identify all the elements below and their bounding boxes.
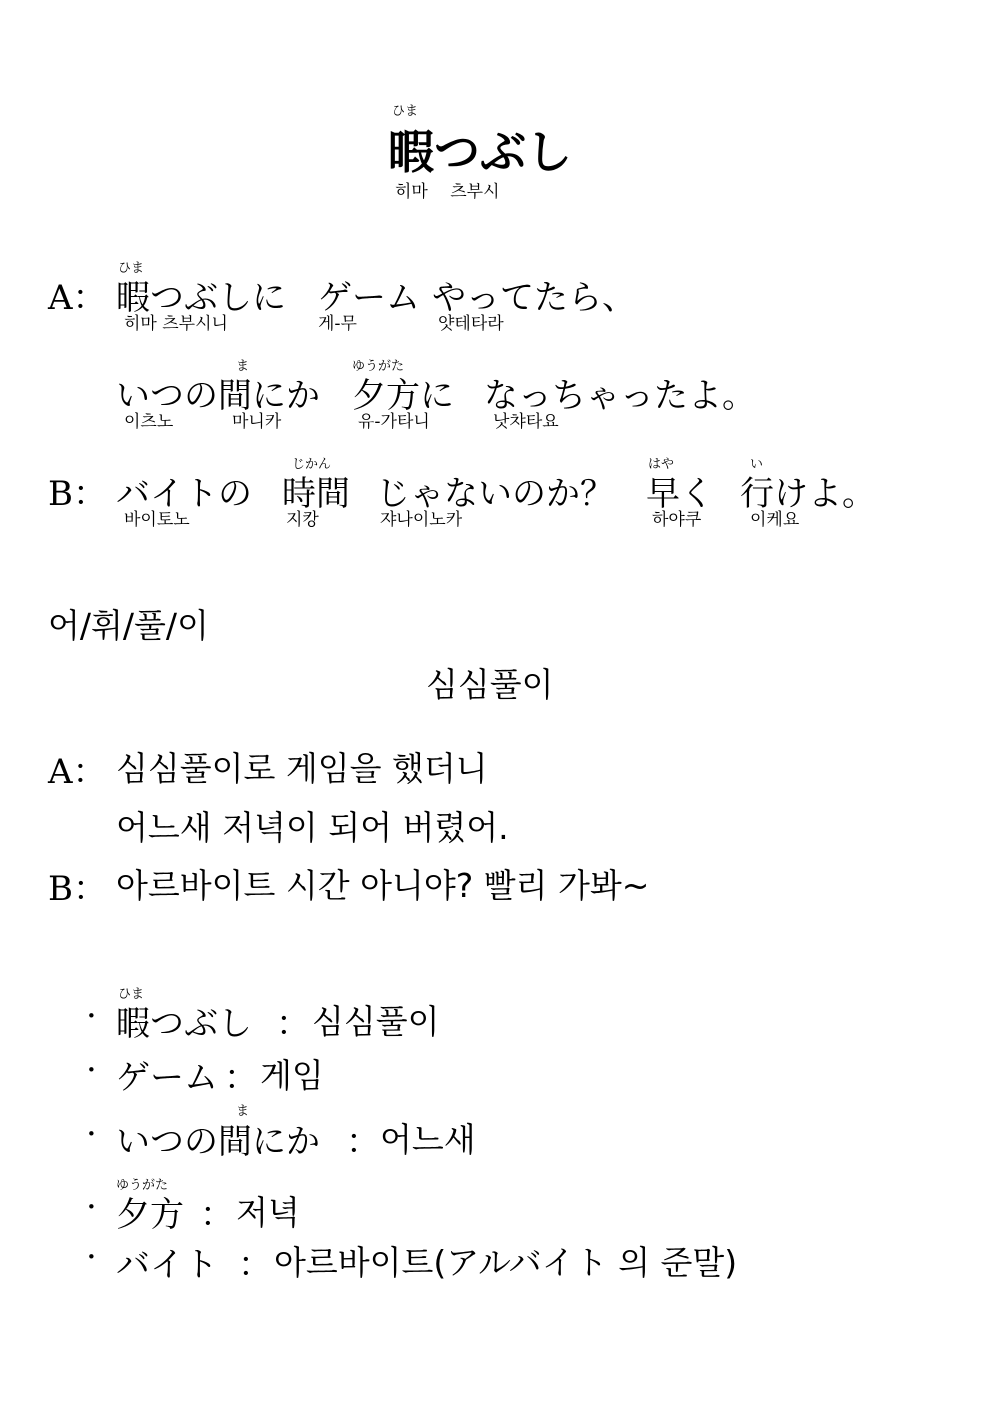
line3-reading5: 이케요: [750, 510, 800, 530]
line3-part3: じゃないのか？: [376, 474, 614, 514]
line3-part4: 早く: [646, 474, 714, 514]
vocab-ruby-1: ひま: [118, 987, 145, 1002]
vocab-ko-3: 어느새: [380, 1120, 476, 1159]
line1-reading3: 얏테타라: [438, 314, 504, 334]
vocab-sep: ：: [346, 1122, 380, 1162]
line2-reading2: 마니카: [232, 412, 282, 432]
vocab-bullet: ·: [86, 1237, 97, 1277]
line3-part5: 行けよ。: [740, 474, 876, 514]
page-title: 暇つぶし: [388, 125, 572, 179]
speaker-b: B：: [48, 474, 107, 514]
line1-part3: やってたら、: [432, 278, 636, 318]
line1-reading1: 히마 츠부시니: [124, 314, 228, 334]
line2-ruby1: ま: [236, 359, 250, 374]
vocab-jp-5: バイト: [116, 1245, 218, 1285]
line2-reading1: 이츠노: [124, 412, 174, 432]
line2-reading4: 낫챠타요: [493, 412, 559, 432]
vocab-ruby-4: ゆうがた: [116, 1178, 169, 1193]
vocab-bullet: ·: [86, 1187, 97, 1227]
vocab-sep: ：: [224, 1058, 258, 1098]
translation-line2: 어느새 저녁이 되어 버렸어.: [116, 808, 509, 847]
line3-reading3: 쟈나이노카: [380, 510, 463, 530]
line2-part2: 夕方に: [352, 376, 454, 416]
line1-part2: ゲーム: [318, 278, 420, 318]
vocab-sep: ：: [276, 1004, 310, 1044]
line1-part1: 暇つぶしに: [116, 278, 286, 318]
vocab-sep: ：: [200, 1195, 234, 1235]
translation-line3: 아르바이트 시간 아니야? 빨리 가봐~: [116, 866, 650, 905]
line3-reading4: 하야쿠: [652, 510, 702, 530]
vocab-ko-4: 저녁: [236, 1193, 300, 1232]
line3-ruby3: い: [750, 457, 764, 472]
vocab-jp-2: ゲーム: [116, 1058, 218, 1098]
vocab-bullet: ·: [86, 996, 97, 1036]
vocab-ko-2: 게임: [260, 1056, 324, 1095]
translation-line1: 심심풀이로 게임을 했더니: [116, 749, 488, 788]
line3-part1: バイトの: [116, 474, 252, 514]
line3-ruby1: じかん: [292, 457, 332, 472]
line3-reading1: 바이토노: [124, 510, 190, 530]
vocab-bullet: ·: [86, 1114, 97, 1154]
title-reading: 히마 츠부시: [395, 182, 500, 202]
vocab-jp-3: いつの間にか: [116, 1122, 320, 1162]
line2-ruby2: ゆうがた: [352, 359, 405, 374]
vocab-jp-4: 夕方: [116, 1195, 184, 1235]
line3-part2: 時間: [282, 474, 350, 514]
vocab-ko-1: 심심풀이: [312, 1002, 440, 1041]
vocab-header: 어/휘/풀/이: [48, 606, 209, 645]
line2-part3: なっちゃったよ。: [484, 376, 756, 416]
line3-ruby2: はや: [648, 457, 675, 472]
vocab-ruby-3: ま: [236, 1104, 250, 1119]
translation-title: 심심풀이: [426, 665, 554, 704]
line2-reading3: 유-가타니: [358, 412, 430, 432]
translation-speaker-a: A：: [48, 752, 107, 792]
translation-speaker-b: B：: [48, 869, 107, 909]
line3-reading2: 지캉: [286, 510, 319, 530]
line1-ruby: ひま: [118, 261, 145, 276]
vocab-bullet: ·: [86, 1050, 97, 1090]
speaker-a: A：: [48, 278, 107, 318]
vocab-jp-1: 暇つぶし: [116, 1004, 252, 1044]
vocab-sep: ：: [238, 1245, 272, 1285]
title-ruby: ひま: [392, 104, 419, 119]
vocab-ko-5: 아르바이트(アルバイト 의 준말): [274, 1243, 738, 1282]
line1-reading2: 게-무: [318, 314, 357, 334]
line2-part1: いつの間にか: [116, 376, 320, 416]
